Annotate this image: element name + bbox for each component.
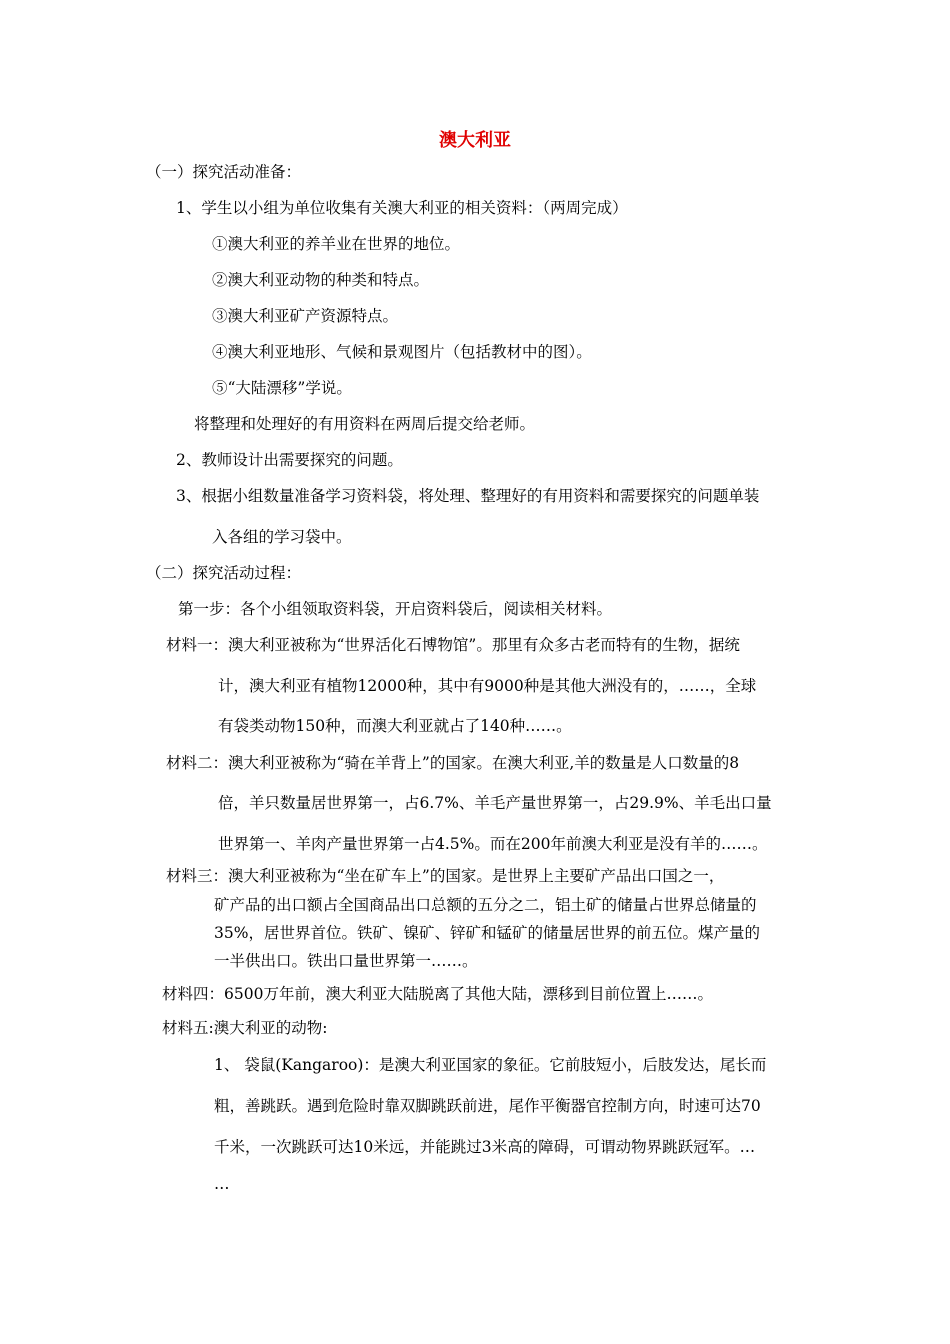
list-item-continuation: 入各组的学习袋中。 (212, 528, 352, 546)
paragraph-line: 将整理和处理好的有用资料在两周后提交给老师。 (194, 415, 536, 433)
list-item: ⑤“大陆漂移”学说。 (212, 379, 352, 397)
list-item: 1、学生以小组为单位收集有关澳大利亚的相关资料：（两周完成） (176, 199, 628, 217)
material-5-line: … (214, 1175, 230, 1193)
material-5-line: 1、 袋鼠(Kangaroo)：是澳大利亚国家的象征。它前肢短小，后肢发达，尾长而 (214, 1056, 767, 1074)
material-3-line: 35%，居世界首位。铁矿、镍矿、锌矿和锰矿的储量居世界的前五位。煤产量的 (214, 924, 760, 942)
material-1-line: 材料一：澳大利亚被称为“世界活化石博物馆”。那里有众多古老而特有的生物，据统 (166, 636, 740, 654)
material-5-line: 千米，一次跳跃可达10米远，并能跳过3米高的障碍，可谓动物界跳跃冠军。… (214, 1138, 756, 1156)
section-heading-2: （二）探究活动过程： (146, 564, 302, 582)
list-item: ④澳大利亚地形、气候和景观图片（包括教材中的图）。 (212, 343, 592, 361)
material-2-line: 材料二：澳大利亚被称为“骑在羊背上”的国家。在澳大利亚,羊的数量是人口数量的8 (166, 754, 740, 772)
material-1-line: 计，澳大利亚有植物12000种，其中有9000种是其他大洲没有的，……，全球 (218, 677, 757, 695)
material-2-line: 世界第一、羊肉产量世界第一占4.5%。而在200年前澳大利亚是没有羊的……。 (218, 835, 768, 853)
list-item: ①澳大利亚的养羊业在世界的地位。 (212, 235, 461, 253)
section-heading-1: （一）探究活动准备： (146, 163, 302, 181)
material-2-line: 倍，羊只数量居世界第一，占6.7%、羊毛产量世界第一，占29.9%、羊毛出口量 (218, 794, 772, 812)
paragraph-line: 第一步：各个小组领取资料袋，开启资料袋后，阅读相关材料。 (178, 600, 613, 618)
material-3-line: 材料三：澳大利亚被称为“坐在矿车上”的国家。是世界上主要矿产品出口国之一， (166, 867, 725, 885)
material-4-line: 材料四：6500万年前，澳大利亚大陆脱离了其他大陆，漂移到目前位置上……。 (162, 985, 713, 1003)
list-item: ②澳大利亚动物的种类和特点。 (212, 271, 430, 289)
list-item: 3、根据小组数量准备学习资料袋，将处理、整理好的有用资料和需要探究的问题单装 (176, 487, 760, 505)
material-3-line: 一半供出口。铁出口量世界第一……。 (214, 952, 478, 970)
list-item: 2、教师设计出需要探究的问题。 (176, 451, 403, 469)
material-1-line: 有袋类动物150种，而澳大利亚就占了140种……。 (218, 717, 572, 735)
page-title: 澳大利亚 (439, 130, 511, 151)
material-5-heading: 材料五:澳大利亚的动物: (162, 1019, 328, 1037)
material-3-line: 矿产品的出口额占全国商品出口总额的五分之二，铝土矿的储量占世界总储量的 (214, 896, 757, 914)
material-5-line: 粗，善跳跃。遇到危险时靠双脚跳跃前进，尾作平衡器官控制方向，时速可达70 (214, 1097, 761, 1115)
list-item: ③澳大利亚矿产资源特点。 (212, 307, 399, 325)
